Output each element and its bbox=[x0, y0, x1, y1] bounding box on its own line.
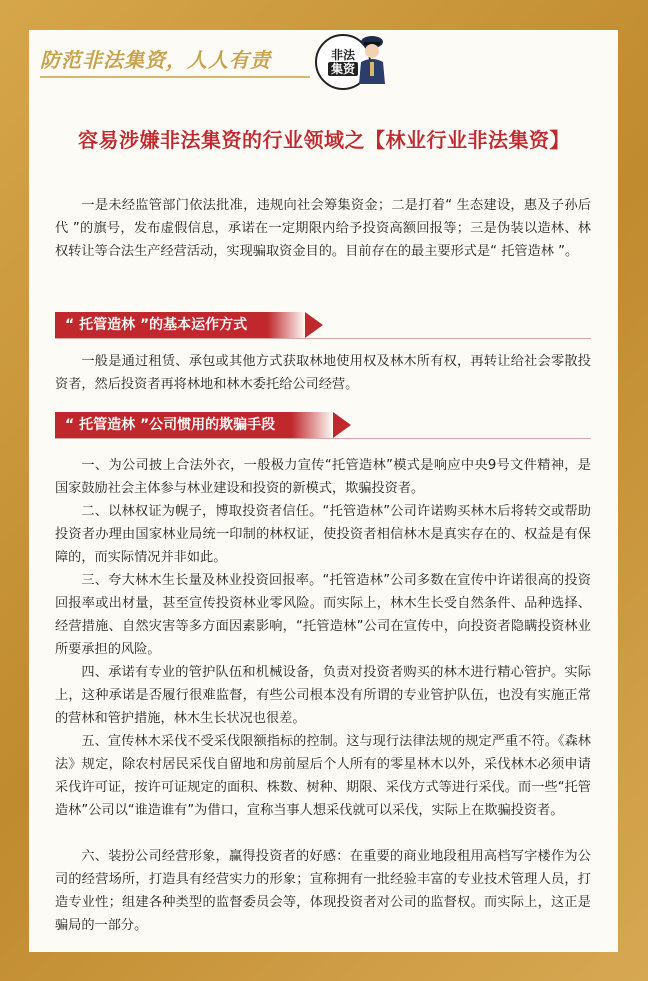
tactic-paragraph: 六、装扮公司经营形象，赢得投资者的好感：在重要的商业地段租用高档写字楼作为公司的经营场所，打造具有经营实力的形象；宣称拥有一批经验丰富的专业技术管理人员，打造专业性；组建各种类型的监督委员会等，体现投资者对公司的监督权。而实际上，这正是骗局的一部分。 bbox=[55, 849, 591, 933]
page-title: 容易涉嫌非法集资的行业领域之【林业行业非法集资】 bbox=[78, 128, 570, 152]
badge-bottom-text: 集资 bbox=[328, 62, 358, 76]
tactic-paragraph: 三、夸大林木生长量及林业投资回报率。“托管造林”公司多数在宣传中许诺很高的投资回报率或出材量，甚至宣传投资林业零风险。而实际上，林木生长受自然条件、品种选择、经营措施、自然灾害等多方面因素影响，“托管造林”公司在宣传中，向投资者隐瞒投资林业所要承担的风险。 bbox=[55, 573, 591, 657]
slogan-banner: 防范非法集资，人人有责 bbox=[40, 48, 271, 72]
section2-divider bbox=[55, 438, 591, 439]
section1-heading: “ 托管造林 ”的基本运作方式 bbox=[55, 312, 305, 338]
section2-heading: “ 托管造林 ”公司惯用的欺骗手段 bbox=[55, 412, 333, 438]
section1-divider bbox=[55, 338, 591, 339]
slogan-underline bbox=[40, 76, 310, 78]
tactic-paragraph: 四、承诺有专业的管护队伍和机械设备，负责对投资者购买的林木进行精心管护。实际上，这种承诺是否履行很难监督，有些公司根本没有所谓的专业管护队伍，也没有实施正常的营林和管护措施，林木生长状况也很差。 bbox=[55, 665, 591, 726]
badge-top-text: 非法 bbox=[330, 48, 355, 62]
section1-paragraph: 一般是通过租赁、承包或其他方式获取林地使用权及林木所有权，再转让给社会零散投资者，然后投资者再将林地和林木委托给公司经营。 bbox=[55, 354, 591, 392]
intro-paragraph: 一是未经监管部门依法批准，违规向社会筹集资金；二是打着“ 生态建设，惠及子孙后代 ”的旗号，发布虚假信息，承诺在一定期限内给予投资高额回报等；三是伪装以造林、林权转让等合法生产经营活动，实现骗取资金目的。目前存在的最主要形式是“ 托管造林 ”。 bbox=[55, 198, 591, 259]
police-officer-icon bbox=[350, 34, 390, 84]
tactic-paragraph: 一、为公司披上合法外衣，一般极力宣传“托管造林”模式是响应中央9号文件精神，是国家鼓励社会主体参与林业建设和投资的新模式，欺骗投资者。 bbox=[55, 458, 591, 496]
tactic-paragraph: 五、宣传林木采伐不受采伐限额指标的控制。这与现行法律法规的规定严重不符。《森林法》规定，除农村居民采伐自留地和房前屋后个人所有的零星林木以外，采伐林木必须申请采伐许可证，按许可证规定的面积、株数、树种、期限、采伐方式等进行采伐。而一些“托管造林”公司以“谁造谁有”为借口，宣称当事人想采伐就可以采伐，实际上在欺骗投资者。 bbox=[55, 734, 591, 818]
tactic-paragraph: 二、以林权证为幌子，博取投资者信任。“托管造林”公司许诺购买林木后将转交或帮助投资者办理由国家林业局统一印制的林权证，使投资者相信林木是真实存在的、权益是有保障的，而实际情况并非如此。 bbox=[55, 504, 591, 565]
